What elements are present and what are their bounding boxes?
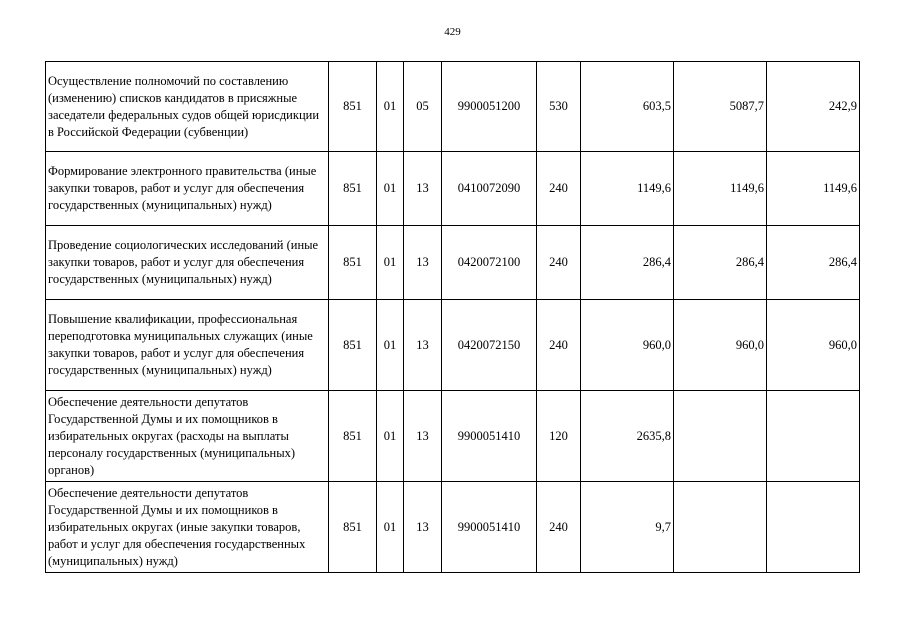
subsection-cell: 13 <box>404 300 442 391</box>
amount-year3-cell <box>767 482 860 573</box>
amount-year1-cell: 603,5 <box>581 62 674 152</box>
subsection-cell: 13 <box>404 152 442 226</box>
subsection-cell: 13 <box>404 226 442 300</box>
amount-year1-cell: 1149,6 <box>581 152 674 226</box>
subsection-cell: 05 <box>404 62 442 152</box>
section-cell: 01 <box>377 62 404 152</box>
section-cell: 01 <box>377 482 404 573</box>
table-row <box>46 482 860 573</box>
table-row <box>46 152 860 226</box>
section-cell: 01 <box>377 391 404 482</box>
target-item-cell: 9900051410 <box>442 482 537 573</box>
grbs-cell: 851 <box>329 226 377 300</box>
amount-year1-cell: 2635,8 <box>581 391 674 482</box>
grbs-cell: 851 <box>329 300 377 391</box>
expense-name-cell: Формирование электронного правительства (иные закупки товаров, работ и услуг для обеспечения государственных (муниципальных) нужд) <box>46 152 329 226</box>
target-item-cell: 0420072150 <box>442 300 537 391</box>
table-row <box>46 62 860 152</box>
target-item-cell: 0410072090 <box>442 152 537 226</box>
table-row <box>46 300 860 391</box>
expense-type-cell: 530 <box>537 62 581 152</box>
expense-type-cell: 240 <box>537 482 581 573</box>
amount-year2-cell <box>674 391 767 482</box>
section-cell: 01 <box>377 152 404 226</box>
expense-name-cell: Проведение социологических исследований (иные закупки товаров, работ и услуг для обеспечения государственных (муниципальных) нужд) <box>46 226 329 300</box>
grbs-cell: 851 <box>329 152 377 226</box>
expense-name-cell: Осуществление полномочий по составлению (изменению) списков кандидатов в присяжные заседатели федеральных судов общей юрисдикции в Российской Федерации (субвенции) <box>46 62 329 152</box>
amount-year2-cell: 286,4 <box>674 226 767 300</box>
amount-year3-cell <box>767 391 860 482</box>
target-item-cell: 9900051200 <box>442 62 537 152</box>
amount-year3-cell: 242,9 <box>767 62 860 152</box>
amount-year3-cell: 1149,6 <box>767 152 860 226</box>
subsection-cell: 13 <box>404 391 442 482</box>
section-cell: 01 <box>377 226 404 300</box>
amount-year2-cell <box>674 482 767 573</box>
grbs-cell: 851 <box>329 482 377 573</box>
budget-table <box>45 61 860 573</box>
amount-year2-cell: 960,0 <box>674 300 767 391</box>
expense-type-cell: 240 <box>537 226 581 300</box>
target-item-cell: 0420072100 <box>442 226 537 300</box>
amount-year1-cell: 9,7 <box>581 482 674 573</box>
amount-year2-cell: 1149,6 <box>674 152 767 226</box>
amount-year1-cell: 286,4 <box>581 226 674 300</box>
amount-year3-cell: 960,0 <box>767 300 860 391</box>
grbs-cell: 851 <box>329 391 377 482</box>
expense-name-cell: Обеспечение деятельности депутатов Государственной Думы и их помощников в избирательных округах (расходы на выплаты персоналу государственных (муниципальных) органов) <box>46 391 329 482</box>
amount-year2-cell: 5087,7 <box>674 62 767 152</box>
target-item-cell: 9900051410 <box>442 391 537 482</box>
expense-name-cell: Обеспечение деятельности депутатов Государственной Думы и их помощников в избирательных округах (иные закупки товаров, работ и услуг для обеспечения государственных (муниципальных) нужд) <box>46 482 329 573</box>
expense-name-cell: Повышение квалификации, профессиональная переподготовка муниципальных служащих (иные закупки товаров, работ и услуг для обеспечения государственных (муниципальных) нужд) <box>46 300 329 391</box>
section-cell: 01 <box>377 300 404 391</box>
amount-year1-cell: 960,0 <box>581 300 674 391</box>
expense-type-cell: 240 <box>537 300 581 391</box>
amount-year3-cell: 286,4 <box>767 226 860 300</box>
page-number: 429 <box>444 26 461 38</box>
subsection-cell: 13 <box>404 482 442 573</box>
grbs-cell: 851 <box>329 62 377 152</box>
table-row <box>46 391 860 482</box>
table-row <box>46 226 860 300</box>
expense-type-cell: 120 <box>537 391 581 482</box>
expense-type-cell: 240 <box>537 152 581 226</box>
